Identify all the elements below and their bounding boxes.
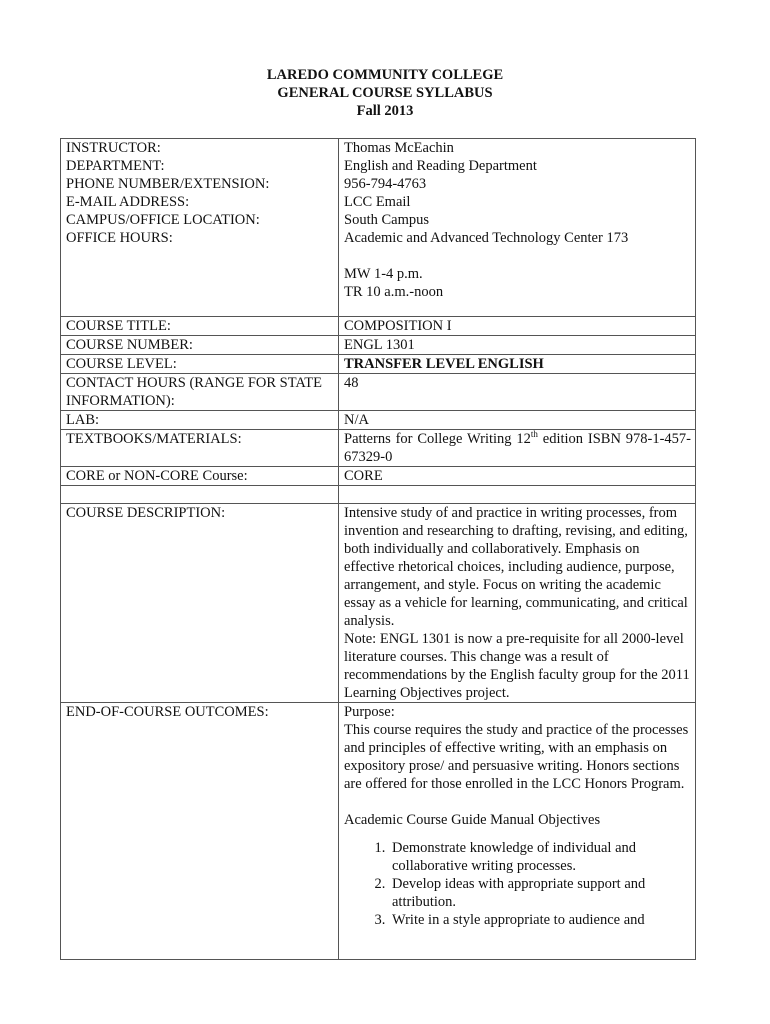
syllabus-title: GENERAL COURSE SYLLABUS <box>277 85 493 101</box>
core-value: CORE <box>339 467 696 486</box>
office-hours-mw: MW 1-4 p.m. <box>344 266 423 282</box>
core-label: CORE or NON-CORE Course: <box>61 467 339 486</box>
outcomes-row <box>61 703 696 960</box>
description-row <box>61 504 696 703</box>
textbook-edition-suffix: th <box>530 429 538 440</box>
phone-label: PHONE NUMBER/EXTENSION: <box>66 176 270 192</box>
objective-item: 3. Write in a style appropriate to audience and <box>389 911 691 929</box>
phone-value: 956-794-4763 <box>344 176 427 192</box>
campus-value: South Campus <box>344 212 429 228</box>
contact-hours-label: CONTACT HOURS (RANGE FOR STATE INFORMATION): <box>61 374 339 411</box>
email-value: LCC Email <box>344 194 411 210</box>
instructor-values <box>339 139 696 317</box>
course-number-value: ENGL 1301 <box>339 336 696 355</box>
description-label: COURSE DESCRIPTION: <box>61 504 339 703</box>
term: Fall 2013 <box>356 103 414 119</box>
description-note: Note: ENGL 1301 is now a pre-requisite for all 2000-level literature courses. This change was a result of recommendations by the English faculty group for the 2011 Learning Objectives project. <box>344 631 690 701</box>
textbook-title: Patterns for College Writing 12 <box>344 431 531 447</box>
lab-label: LAB: <box>61 411 339 430</box>
syllabus-table <box>60 138 696 960</box>
description-text: Intensive study of and practice in writing processes, from invention and researching to drafting, revising, and editing, both individually and collaboratively. Emphasis on effective rhetorical choices, including audience, purpose, arrangement, and style. Focus on writing the academic essay as a vehicle for learning, communicating, and critical analysis. <box>344 505 688 629</box>
purpose-text: This course requires the study and practice of the processes and principles of effective writing, with an emphasis on expository prose/ and persuasive writing. Honors sections are offered for those enrolled in the LCC Honors Program. <box>344 722 689 792</box>
textbook-isbn: edition ISBN 978-1-457-67329-0 <box>344 431 692 465</box>
objective-item: 1. Demonstrate knowledge of individual and collaborative writing processes. <box>389 839 691 875</box>
office-hours-label: OFFICE HOURS: <box>66 230 173 246</box>
department-label: DEPARTMENT: <box>66 158 165 174</box>
office-location-value: Academic and Advanced Technology Center 173 <box>344 230 629 246</box>
description-cell <box>339 504 696 703</box>
core-row <box>61 467 696 486</box>
course-level-value: TRANSFER LEVEL ENGLISH <box>339 355 696 374</box>
course-title-value: COMPOSITION I <box>339 317 696 336</box>
course-title-row <box>61 317 696 336</box>
email-label: E-MAIL ADDRESS: <box>66 194 190 210</box>
department-value: English and Reading Department <box>344 158 537 174</box>
objective-item: 2. Develop ideas with appropriate support and attribution. <box>389 875 691 911</box>
textbooks-value <box>339 430 696 467</box>
campus-label: CAMPUS/OFFICE LOCATION: <box>66 212 260 228</box>
instructor-label: INSTRUCTOR: <box>66 140 161 156</box>
outcomes-label: END-OF-COURSE OUTCOMES: <box>61 703 339 960</box>
course-number-label: COURSE NUMBER: <box>61 336 339 355</box>
purpose-heading: Purpose: <box>344 704 395 720</box>
office-hours-tr: TR 10 a.m.-noon <box>344 284 444 300</box>
course-title-label: COURSE TITLE: <box>61 317 339 336</box>
lab-row <box>61 411 696 430</box>
contact-hours-row <box>61 374 696 411</box>
course-level-label: COURSE LEVEL: <box>61 355 339 374</box>
spacer-row <box>61 486 696 504</box>
course-number-row <box>61 336 696 355</box>
objectives-list <box>344 839 691 929</box>
textbooks-row <box>61 430 696 467</box>
course-level-row <box>61 355 696 374</box>
textbooks-label: TEXTBOOKS/MATERIALS: <box>61 430 339 467</box>
syllabus-header <box>0 66 770 120</box>
lab-value: N/A <box>339 411 696 430</box>
instructor-labels <box>61 139 339 317</box>
instructor-value: Thomas McEachin <box>344 140 454 156</box>
college-name: LAREDO COMMUNITY COLLEGE <box>266 67 504 83</box>
objectives-heading: Academic Course Guide Manual Objectives <box>344 812 601 828</box>
contact-hours-value: 48 <box>339 374 696 411</box>
outcomes-cell <box>339 703 696 960</box>
instructor-row <box>61 139 696 317</box>
